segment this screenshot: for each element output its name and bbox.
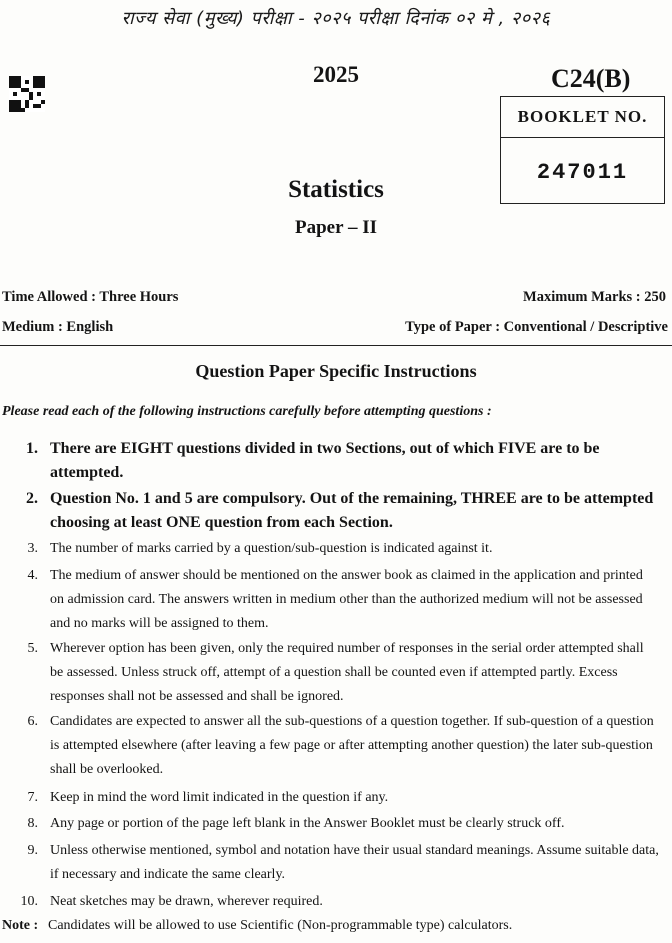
divider [0, 345, 672, 346]
exam-year: 2025 [313, 62, 359, 87]
instruction-text: Unless otherwise mentioned, symbol and notation have their usual standard meanings. Assume suitable data, if necessary and indicate the same clearly. [50, 843, 659, 882]
instruction-item [0, 537, 660, 561]
instruction-text: The number of marks carried by a question/sub-question is indicated against it. [50, 541, 493, 556]
instruction-number: 6. [27, 714, 38, 729]
booklet-label: BOOKLET NO. [501, 97, 664, 138]
maximum-marks: Maximum Marks : 250 [523, 289, 666, 305]
instruction-item [0, 437, 660, 485]
instruction-text: The medium of answer should be mentioned on the answer book as claimed in the application and printed on admission card. The answers written in medium other than the authorized medium will not be assessed and no marks will be assigned to them. [50, 568, 643, 631]
instruction-item [0, 812, 660, 836]
instruction-text: Candidates are expected to answer all the sub-questions of a question together. If sub-question of a question is attempted elsewhere (after leaving a few page or after attempting another question) the later sub-question shall be overlooked. [50, 714, 654, 777]
instruction-number: 4. [27, 568, 38, 583]
medium: Medium : English [2, 319, 114, 335]
paper-code: C24(B) [551, 64, 631, 93]
paper-number: Paper – II [295, 217, 377, 238]
subject-title: Statistics [288, 176, 384, 203]
handwritten-exam-note: राज्य सेवा (मुख्य) परीक्षा - २०२५ परीक्षा दिनांक ०२ मे , २०२६ [121, 8, 551, 29]
type-of-paper: Type of Paper : Conventional / Descriptive [405, 319, 668, 335]
instruction-number: 1. [26, 440, 38, 457]
instruction-number: 3. [27, 541, 38, 556]
instruction-item [0, 710, 660, 782]
instruction-item [0, 564, 660, 636]
instruction-item [0, 839, 660, 887]
instruction-number: 8. [27, 816, 38, 831]
note-text: Candidates will be allowed to use Scientific (Non-programmable type) calculators. [48, 918, 513, 933]
instruction-text: Any page or portion of the page left blank in the Answer Booklet must be clearly struck off. [50, 816, 565, 831]
note-label: Note : [2, 918, 39, 933]
note [2, 918, 512, 934]
instructions-heading: Question Paper Specific Instructions [195, 361, 477, 381]
instruction-number: 10. [20, 894, 38, 909]
instruction-text: Question No. 1 and 5 are compulsory. Out of the remaining, THREE are to be attempted choosing at least ONE question from each Section. [50, 490, 654, 531]
time-allowed: Time Allowed : Three Hours [2, 289, 179, 305]
instruction-item [0, 637, 660, 709]
instruction-number: 7. [27, 790, 38, 805]
instruction-number: 2. [26, 490, 38, 507]
instruction-item [0, 890, 660, 914]
instruction-text: Wherever option has been given, only the required number of responses in the serial order attempted shall be assessed. Unless struck off, attempt of a question shall be counted even if attempted partly. Excess responses shall not be assessed and shall be ignored. [50, 641, 644, 704]
instruction-number: 5. [27, 641, 38, 656]
instruction-item [0, 487, 660, 535]
instruction-text: Keep in mind the word limit indicated in the question if any. [50, 790, 389, 805]
instruction-item [0, 786, 660, 810]
instruction-number: 9. [27, 843, 38, 858]
instructions-intro: Please read each of the following instructions carefully before attempting questions : [2, 404, 492, 419]
instruction-text: There are EIGHT questions divided in two Sections, out of which FIVE are to be attempted. [50, 440, 600, 481]
instruction-text: Neat sketches may be drawn, wherever required. [50, 894, 323, 909]
booklet-number: 247011 [536, 160, 629, 185]
